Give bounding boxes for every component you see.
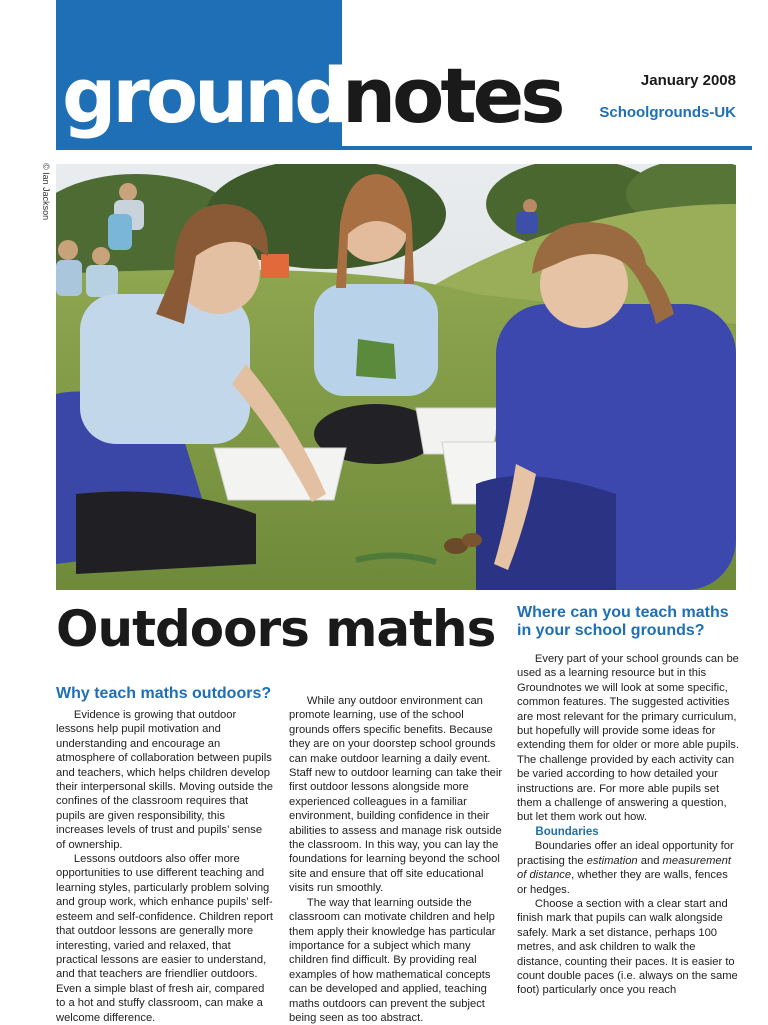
subheading-boundaries: Boundaries: [535, 825, 599, 838]
paragraph: While any outdoor environment can promote learning, use of the school grounds offers specific benefits. Because they are on your doorstep school grounds can make outdoor learning a daily event. Staff new to outdoor learning can take their first outdoor lessons alongside more experienced colleagues in a familiar environment, building confidence in their abilities to assess and manage risk outside the classroom. In this way, you can lay the foundations for learning beyond the school site and ensure that off site educational visits run smoothly.: [289, 695, 503, 895]
paragraph: Every part of your school grounds can be used as a learning resource but in this Groundnotes we will look at some specific, common features. The suggested activities are most relevant for the primary curriculum, but hopefully will provide some ideas for extending them for older or more able pupils. The challenge provided by each activity can be varied according to how detailed your instructions are. For more able pupils set them a challenge of answering a question, but let them work out how.: [517, 653, 740, 824]
issue-date: January 2008: [640, 72, 736, 89]
text-run: , whether they are walls, fences or hedges.: [517, 869, 728, 896]
paragraph: Choose a section with a clear start and finish mark that pupils can walk alongside safely. Mark a set distance, perhaps 100 metres, and ask children to walk the distance, counting their paces. It is easier to count double paces (i.e. always on the same foot) particularly once you reach: [517, 897, 738, 997]
hero-photo-illustration: [56, 164, 736, 590]
section-heading-where: Where can you teach maths in your school grounds?: [517, 604, 729, 639]
column-2: [289, 694, 503, 1025]
text-run: Boundaries offer an ideal opportunity for practising the: [517, 840, 734, 867]
masthead-word-ground: ground: [62, 51, 345, 140]
section-heading-why: Why teach maths outdoors?: [56, 685, 272, 702]
column-1: [56, 708, 274, 1025]
paragraph: The way that learning outside the classroom can motivate children and help them apply their knowledge has particular importance for a subject which many children find difficult. By providing real examples of how mathematical concepts can be developed and applied, teaching maths outdoors can prevent the subject being seen as too abstract.: [289, 896, 496, 1024]
article-title: Outdoors maths: [56, 600, 496, 658]
text-run: and: [637, 854, 663, 867]
masthead-rule: [342, 146, 752, 150]
emphasis: estimation: [586, 854, 638, 867]
paragraph: [517, 839, 739, 897]
photo-credit: [40, 163, 52, 223]
paragraph: Evidence is growing that outdoor lessons help pupil motivation and understanding and encourage an atmosphere of collaboration between pupils and teachers, which helps children develop their interpersonal skills. Moving outside the confines of the classroom requires that pupils are given responsibility, this increases levels of trust and pupils’ sense of ownership.: [56, 709, 274, 851]
organisation-name: Schoolgrounds-UK: [599, 104, 736, 121]
emphasis: measurement of distance: [517, 854, 731, 882]
column-3: [517, 652, 739, 998]
photo-credit-text: © Ian Jackson: [41, 163, 51, 221]
masthead-word-notes: notes: [342, 51, 562, 140]
paragraph: Lessons outdoors also offer more opportunities to use different teaching and learning styles, particularly problem solving and group work, which enhance pupils’ self-esteem and self-confidence. Children report that outdoor lessons are generally more interesting, varied and relaxed, that practical lessons are easier to understand, and that teachers are friendlier outdoors. Even a simple blast of fresh air, compared to a hot and stuffy classroom, can make a welcome difference.: [56, 853, 274, 1024]
hero-photo: [56, 164, 736, 590]
